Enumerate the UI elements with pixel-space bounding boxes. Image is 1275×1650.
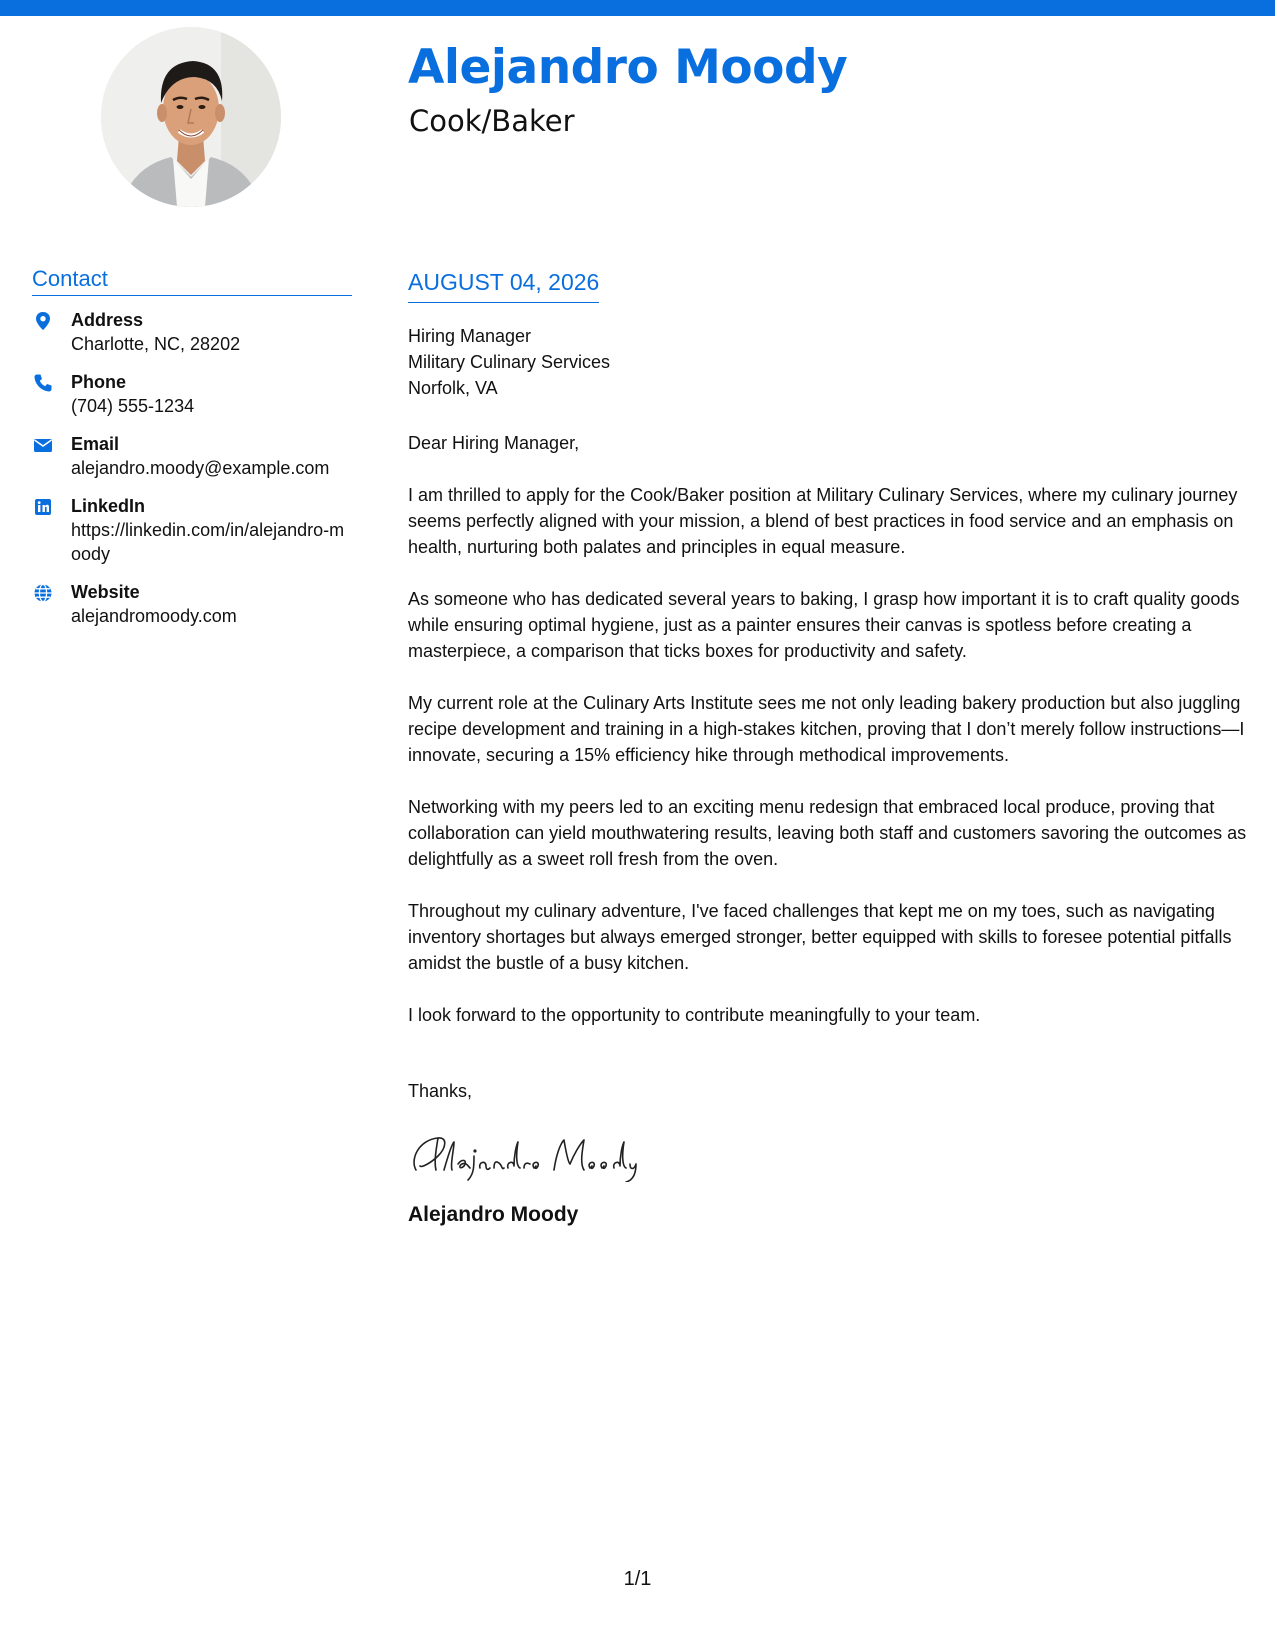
profile-photo	[101, 27, 281, 207]
phone-label: Phone	[71, 372, 127, 392]
location-pin-icon	[32, 310, 54, 332]
contact-linkedin	[32, 494, 352, 566]
letter-body	[408, 268, 1254, 1228]
letter-paragraph: Throughout my culinary adventure, I've faced challenges that kept me on my toes, such as navigating inventory shortages but always emerged stronger, better equipped with skills to foresee potential pitfalls amidst the bustle of a busy kitchen.	[408, 901, 1232, 973]
email-value[interactable]: alejandro.moody@example.com	[71, 458, 330, 478]
recipient-line: Norfolk, VA	[408, 378, 498, 398]
address-value: Charlotte, NC, 28202	[71, 334, 241, 354]
phone-icon	[32, 372, 54, 394]
contact-address	[32, 308, 352, 356]
address-label: Address	[71, 310, 144, 330]
contact-heading: Contact	[32, 266, 352, 296]
recipient-line: Hiring Manager	[408, 326, 532, 346]
contact-phone	[32, 370, 352, 418]
email-label: Email	[71, 434, 120, 454]
page-number: 1/1	[623, 1568, 652, 1590]
top-accent-bar	[0, 0, 1275, 16]
letter-paragraph: I am thrilled to apply for the Cook/Baker position at Military Culinary Services, where my culinary journey seems perfectly aligned with your mission, a blend of best practices in food service and an emphasis on health, nurturing both palates and principles in equal measure.	[408, 485, 1238, 557]
phone-value: (704) 555-1234	[71, 396, 195, 416]
linkedin-value[interactable]: https://linkedin.com/in/alejandro-moody	[71, 520, 345, 564]
salutation: Dear Hiring Manager,	[408, 433, 580, 453]
recipient-line: Military Culinary Services	[408, 352, 611, 372]
handwritten-signature	[408, 1126, 1254, 1182]
closing: Thanks,	[408, 1081, 473, 1101]
contact-sidebar	[32, 266, 352, 642]
globe-icon	[32, 582, 54, 604]
recipient-block	[408, 323, 1254, 401]
contact-email	[32, 432, 352, 480]
candidate-name: Alejandro Moody	[408, 40, 848, 95]
signer-name: Alejandro Moody	[408, 1203, 579, 1226]
contact-website	[32, 580, 352, 628]
job-title: Cook/Baker	[409, 104, 575, 138]
linkedin-label: LinkedIn	[71, 496, 146, 516]
website-value[interactable]: alejandromoody.com	[71, 606, 237, 626]
linkedin-icon	[32, 496, 54, 518]
letter-paragraph: Networking with my peers led to an exciting menu redesign that embraced local produce, proving that collaboration can yield mouthwatering results, leaving both staff and customers savoring the outcomes as delightfully as a sweet roll fresh from the oven.	[408, 797, 1247, 869]
letter-paragraph: My current role at the Culinary Arts Institute sees me not only leading bakery production but also juggling recipe development and training in a high-stakes kitchen, proving that I don’t merely follow instructions—I innovate, securing a 15% efficiency hike through methodical improvements.	[408, 693, 1245, 765]
letter-paragraph: I look forward to the opportunity to contribute meaningfully to your team.	[408, 1005, 981, 1025]
website-label: Website	[71, 582, 140, 602]
letter-date: AUGUST 04, 2026	[408, 268, 599, 303]
letter-paragraph: As someone who has dedicated several years to baking, I grasp how important it is to craft quality goods while ensuring optimal hygiene, just as a painter ensures their canvas is spotless before creating a masterpiece, a comparison that ticks boxes for productivity and safety.	[408, 589, 1240, 661]
email-icon	[32, 434, 54, 456]
